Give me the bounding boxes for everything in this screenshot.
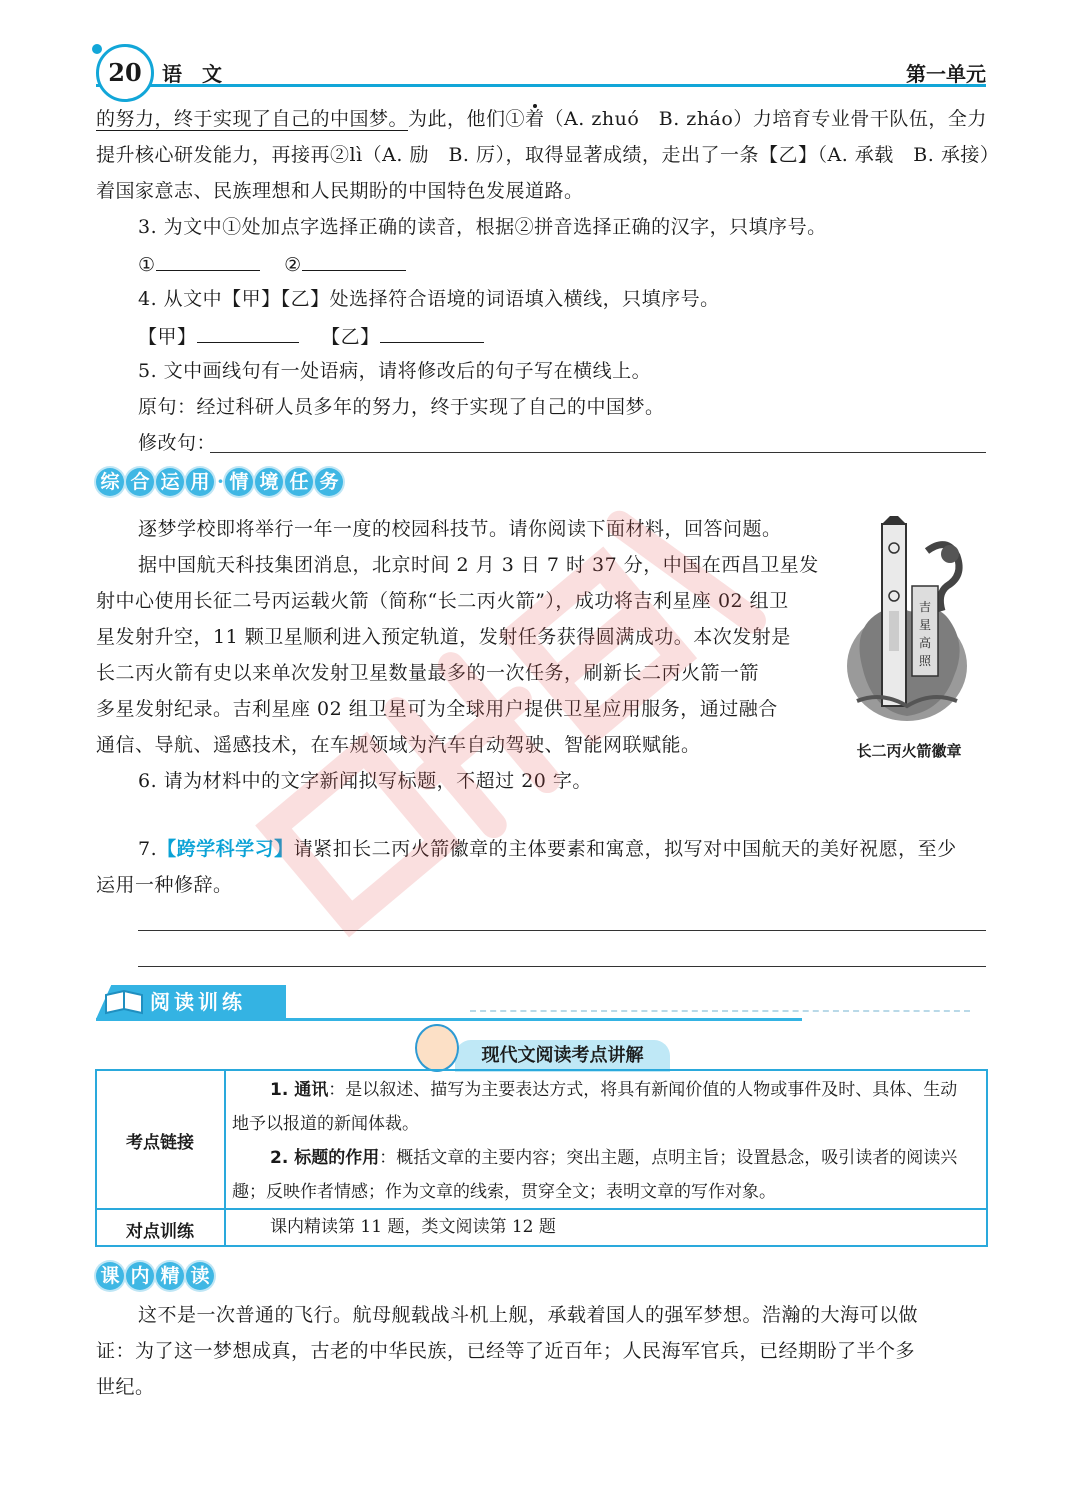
material-line-3: 星发射升空，11 颗卫星顺利进入预定轨道，发射任务获得圆满成功。本次发射是 (96, 626, 791, 648)
header-rule (96, 84, 986, 87)
book-icon (104, 989, 144, 1019)
svg-text:照: 照 (918, 654, 932, 668)
subject-label: 语 文 (162, 62, 222, 86)
badge-caption: 长二丙火箭徽章 (856, 742, 962, 760)
q4-blank-yi[interactable] (380, 322, 484, 343)
material-intro: 逐梦学校即将举行一年一度的校园科技节。请你阅读下面材料，回答问题。 (138, 518, 782, 540)
page-number: 20 (108, 58, 142, 87)
q4-answer-row: 【甲】 【乙】 (138, 322, 986, 350)
table-row2-text: 课内精读第 11 题，类文阅读第 12 题 (270, 1217, 556, 1237)
reading-banner-title: 阅读训练 (150, 990, 246, 1014)
passage-line-1: 的努力，终于实现了自己的中国梦。为此，他们①着（A. zhuó B. zháo）力培育专业骨干队伍，全力 (96, 108, 987, 130)
q7-answer-line-2[interactable] (138, 966, 986, 967)
cartoon-kid-icon (415, 1024, 459, 1072)
q5-original: 原句：经过科研人员多年的努力，终于实现了自己的中国梦。 (138, 396, 665, 418)
svg-text:星: 星 (918, 618, 932, 632)
q3-blank-1[interactable] (156, 250, 260, 271)
question-5: 5. 文中画线句有一处语病，请将修改后的句子写在横线上。 (138, 360, 652, 382)
table-item-2-line-1: 2. 标题的作用：概括文章的主要内容；突出主题，点明主旨；设置悬念，吸引读者的阅读兴 (270, 1148, 958, 1168)
q7-answer-line-1[interactable] (138, 930, 986, 931)
question-6: 6. 请为材料中的文字新闻拟写标题，不超过 20 字。 (138, 770, 592, 792)
q3-blank-2[interactable] (302, 250, 406, 271)
table-label-kaodian: 考点链接 (126, 1133, 194, 1153)
table-label-duidian: 对点训练 (126, 1222, 194, 1242)
question-7-line-2: 运用一种修辞。 (96, 874, 233, 896)
rocket-badge-image (842, 516, 972, 731)
passage-line-3: 着国家意志、民族理想和人民期盼的中国特色发展道路。 (96, 180, 584, 202)
material-line-1: 据中国航天科技集团消息，北京时间 2 月 3 日 7 时 37 分，中国在西昌卫星发 (138, 554, 819, 576)
final-passage-line-1: 这不是一次普通的飞行。航母舰载战斗机上舰，承载着国人的强军梦想。浩瀚的大海可以做 (138, 1304, 919, 1326)
table-item-1-line-2: 地予以报道的新闻体裁。 (232, 1114, 419, 1134)
table-item-2-line-2: 趣；反映作者情感；作为文章的线索，贯穿全文；表明文章的写作对象。 (232, 1182, 776, 1202)
passage-line-2: 提升核心研发能力，再接再②lì（A. 励 B. 厉），取得显著成绩，走出了一条【乙】（A. 承载 B. 承接） (96, 144, 1000, 166)
table-item-1-line-1: 1. 通讯：是以叙述、描写为主要表达方式，将具有新闻价值的人物或事件及时、具体、生动 (270, 1080, 958, 1100)
final-passage-line-3: 世纪。 (96, 1376, 155, 1398)
svg-text:吉: 吉 (918, 600, 932, 614)
material-line-4: 长二丙火箭有史以来单次发射卫星数量最多的一次任务，刷新长二丙火箭一箭 (96, 662, 760, 684)
material-line-2: 射中心使用长征二号丙运载火箭（简称“长二丙火箭”），成功将吉利星座 02 组卫 (96, 590, 789, 612)
dotted-char: 着 (525, 108, 545, 130)
section-integrated-heading: 综 合 运 用 · 情 境 任 务 (96, 468, 345, 496)
explain-tab-title: 现代文阅读考点讲解 (481, 1045, 644, 1066)
q5-revised-label: 修改句： (138, 432, 217, 454)
svg-text:高: 高 (918, 636, 932, 650)
unit-label: 第一单元 (906, 62, 986, 86)
question-3: 3. 为文中①处加点字选择正确的读音，根据②拼音选择正确的汉字，只填序号。 (138, 216, 827, 238)
q3-answer-row: ① ② (138, 250, 986, 278)
underlined-sentence: 的努力，终于实现了自己的中国梦。 (96, 108, 409, 130)
cross-discipline-tag: 【跨学科学习】 (157, 838, 294, 860)
question-7: 7.【跨学科学习】请紧扣长二丙火箭徽章的主体要素和寓意，拟写对中国航天的美好祝愿，至少 (138, 838, 957, 860)
table-divider-vertical (224, 1069, 226, 1247)
q4-blank-jia[interactable] (197, 322, 299, 343)
final-passage-line-2: 证：为了这一梦想成真，古老的中华民族，已经等了近百年；人民海军官兵，已经期盼了半个多 (96, 1340, 916, 1362)
material-line-5: 多星发射纪录。吉利星座 02 组卫星可为全球用户提供卫星应用服务，通过融合 (96, 698, 778, 720)
q5-answer-line[interactable] (210, 452, 986, 453)
reading-dashed-rule (470, 1010, 970, 1012)
question-4: 4. 从文中【甲】【乙】处选择符合语境的词语填入横线，只填序号。 (138, 288, 720, 310)
section-inclass-heading: 课 内 精 读 (96, 1262, 216, 1290)
material-line-6: 通信、导航、遥感技术，在车规领域为汽车自动驾驶、智能网联赋能。 (96, 734, 701, 756)
